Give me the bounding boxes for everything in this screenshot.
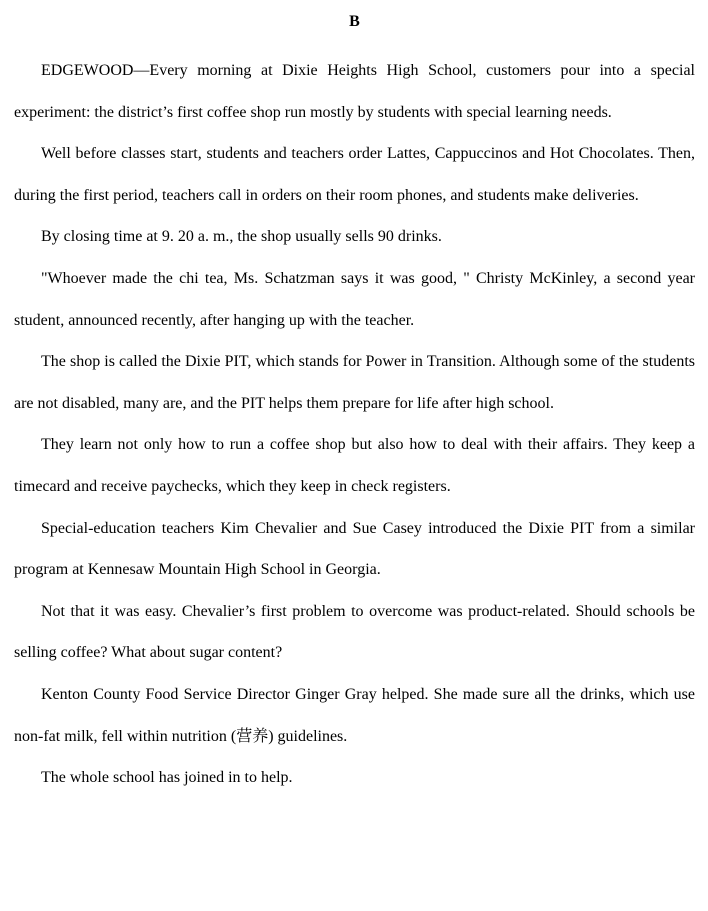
paragraph: The whole school has joined in to help. — [41, 769, 293, 787]
paragraph: They learn not only how to run a coffee shop but also how to deal with their affairs. They keep a timecard and receive paychecks, which they keep in check registers. — [14, 436, 695, 495]
paragraph: Special-education teachers Kim Chevalier and Sue Casey introduced the Dixie PIT from a similar program at Kennesaw Mountain High School in Georgia. — [14, 519, 695, 579]
paragraph: The shop is called the Dixie PIT, which stands for Power in Transition. Although some of the students are not disabled, many are, and the PIT helps them prepare for life after high school. — [14, 353, 695, 412]
paragraph: By closing time at 9. 20 a. m., the shop usually sells 90 drinks. — [41, 228, 442, 246]
document-page — [14, 10, 695, 799]
paragraph: "Whoever made the chi tea, Ms. Schatzman says it was good, " Christy McKinley, a second year student, announced recently, after hanging up with the teacher. — [14, 269, 695, 329]
paragraph: Well before classes start, students and teachers order Lattes, Cappuccinos and Hot Chocolates. Then, during the first period, teachers call in orders on their room phones, and students make deliveries. — [14, 145, 695, 204]
section-heading: B — [349, 13, 360, 30]
paragraph: Kenton County Food Service Director Ginger Gray helped. She made sure all the drinks, which use non-fat milk, fell within nutrition (营养) guidelines. — [14, 685, 695, 745]
paragraph: Not that it was easy. Chevalier’s first problem to overcome was product-related. Should schools be selling coffee? What about sugar content? — [14, 602, 695, 662]
paragraph: EDGEWOOD—Every morning at Dixie Heights High School, customers pour into a special experiment: the district’s first coffee shop run mostly by students with special learning needs. — [14, 62, 695, 121]
